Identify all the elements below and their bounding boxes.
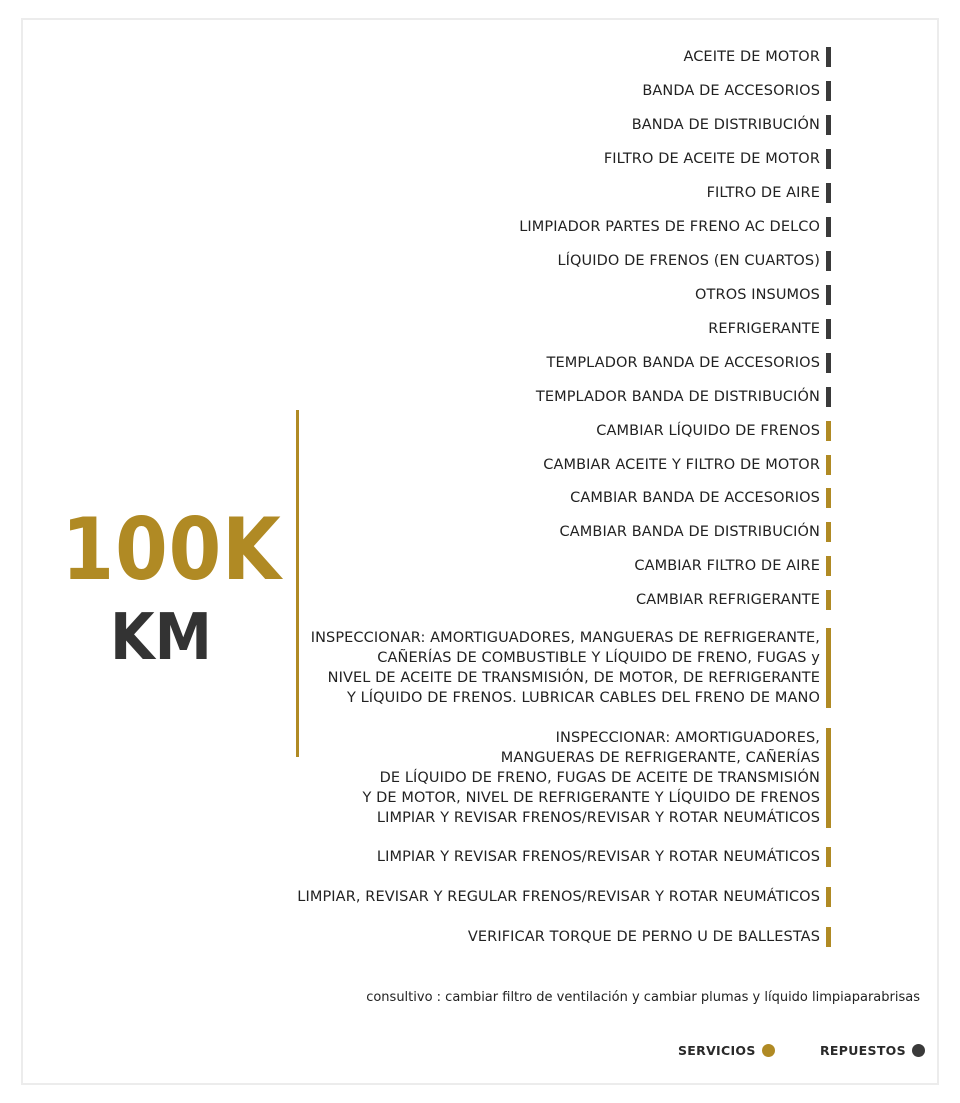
servicio-marker — [826, 556, 831, 576]
list-item — [708, 319, 831, 339]
repuesto-marker — [826, 251, 831, 271]
repuesto-marker — [826, 183, 831, 203]
repuesto-marker — [826, 149, 831, 169]
list-item — [570, 488, 831, 508]
list-item-text — [362, 728, 820, 828]
list-item-text — [695, 285, 820, 305]
vertical-divider — [296, 410, 299, 757]
servicio-marker — [826, 847, 831, 867]
list-item — [543, 455, 831, 475]
repuesto-marker — [826, 47, 831, 67]
list-item-line: DE LÍQUIDO DE FRENO, FUGAS DE ACEITE DE TRANSMISIÓN — [379, 770, 820, 786]
list-item-line: FILTRO DE AIRE — [706, 185, 820, 201]
list-item-line: LIMPIAR Y REVISAR FRENOS/REVISAR Y ROTAR NEUMÁTICOS — [376, 849, 820, 865]
mileage-heading — [48, 500, 282, 676]
list-item-line: CAMBIAR BANDA DE DISTRIBUCIÓN — [559, 524, 820, 540]
repuesto-marker — [826, 81, 831, 101]
servicio-marker — [826, 522, 831, 542]
list-item-text — [634, 556, 820, 576]
list-item-text — [311, 628, 820, 708]
servicio-marker — [826, 728, 831, 828]
list-item — [604, 149, 831, 169]
legend-servicios-label: SERVICIOS — [678, 1043, 756, 1058]
list-item — [311, 628, 831, 708]
list-item-line: VERIFICAR TORQUE DE PERNO U DE BALLESTAS — [467, 929, 820, 945]
list-item-line: CAMBIAR LÍQUIDO DE FRENOS — [596, 423, 820, 439]
repuesto-marker — [826, 217, 831, 237]
list-item — [560, 522, 831, 542]
list-item — [695, 285, 831, 305]
list-item-line: Y DE MOTOR, NIVEL DE REFRIGERANTE Y LÍQUIDO DE FRENOS — [362, 790, 820, 806]
legend-servicios — [678, 1043, 775, 1058]
repuestos-dot-icon — [912, 1044, 925, 1057]
list-item — [468, 927, 831, 947]
servicios-dot-icon — [762, 1044, 775, 1057]
servicio-marker — [826, 927, 831, 947]
list-item-text — [604, 149, 820, 169]
servicio-marker — [826, 488, 831, 508]
list-item-text — [519, 217, 820, 237]
list-item-line: TEMPLADOR BANDA DE DISTRIBUCIÓN — [535, 389, 820, 405]
list-item — [546, 353, 831, 373]
list-item-line: CAMBIAR ACEITE Y FILTRO DE MOTOR — [543, 457, 820, 473]
list-item-line: MANGUERAS DE REFRIGERANTE, CAÑERÍAS — [500, 750, 820, 766]
list-item-text — [543, 455, 820, 475]
list-item — [636, 590, 831, 610]
list-item — [596, 421, 831, 441]
list-item — [557, 251, 831, 271]
legend-repuestos — [820, 1043, 925, 1058]
servicio-marker — [826, 455, 831, 475]
list-item — [519, 217, 831, 237]
list-item-line: LÍQUIDO DE FRENOS (EN CUARTOS) — [557, 253, 820, 269]
list-item-line: INSPECCIONAR: AMORTIGUADORES, — [555, 730, 820, 746]
list-item-line: LIMPIAR, REVISAR Y REGULAR FRENOS/REVISAR Y ROTAR NEUMÁTICOS — [297, 889, 820, 905]
list-item-text — [557, 251, 820, 271]
list-item-text — [536, 387, 820, 407]
list-item-line: Y LÍQUIDO DE FRENOS. LUBRICAR CABLES DEL FRENO DE MANO — [346, 690, 820, 706]
list-item-text — [560, 522, 820, 542]
list-item-text — [570, 488, 820, 508]
list-item-line: CAÑERÍAS DE COMBUSTIBLE Y LÍQUIDO DE FRENO, FUGAS y — [377, 650, 820, 666]
list-item — [642, 81, 831, 101]
list-item-text — [632, 115, 820, 135]
list-item-line: NIVEL DE ACEITE DE TRANSMISIÓN, DE MOTOR, DE REFRIGERANTE — [327, 670, 820, 686]
list-item — [683, 47, 831, 67]
list-item-line: CAMBIAR REFRIGERANTE — [636, 592, 820, 608]
list-item-line: TEMPLADOR BANDA DE ACCESORIOS — [546, 355, 820, 371]
repuesto-marker — [826, 285, 831, 305]
list-item-line: CAMBIAR BANDA DE ACCESORIOS — [570, 490, 820, 506]
list-item-text — [708, 319, 820, 339]
repuesto-marker — [826, 115, 831, 135]
list-item-line: REFRIGERANTE — [708, 321, 820, 337]
mileage-value: 100K — [61, 500, 282, 600]
legend-repuestos-label: REPUESTOS — [820, 1043, 906, 1058]
list-item — [632, 115, 831, 135]
list-item — [707, 183, 831, 203]
list-item — [536, 387, 831, 407]
list-item-line: ACEITE DE MOTOR — [683, 49, 820, 65]
list-item-text — [377, 847, 820, 867]
list-item-line: LIMPIADOR PARTES DE FRENO AC DELCO — [519, 219, 820, 235]
list-item-text — [683, 47, 820, 67]
repuesto-marker — [826, 387, 831, 407]
list-item-text — [642, 81, 820, 101]
list-item — [297, 887, 831, 907]
repuesto-marker — [826, 319, 831, 339]
list-item-text — [297, 887, 820, 907]
list-item-line: OTROS INSUMOS — [695, 287, 820, 303]
servicio-marker — [826, 421, 831, 441]
list-item-text — [636, 590, 820, 610]
repuesto-marker — [826, 353, 831, 373]
list-item — [377, 847, 831, 867]
mileage-unit: KM — [110, 601, 212, 675]
list-item-line: LIMPIAR Y REVISAR FRENOS/REVISAR Y ROTAR NEUMÁTICOS — [376, 810, 820, 826]
servicio-marker — [826, 887, 831, 907]
list-item-text — [468, 927, 820, 947]
list-item-text — [546, 353, 820, 373]
servicio-marker — [826, 590, 831, 610]
list-item-line: INSPECCIONAR: AMORTIGUADORES, MANGUERAS DE REFRIGERANTE, — [310, 630, 820, 646]
advisory-note: consultivo : cambiar filtro de ventilación y cambiar plumas y líquido limpiaparabrisas — [366, 990, 920, 1005]
list-item-text — [596, 421, 820, 441]
list-item — [362, 728, 831, 828]
list-item-line: BANDA DE DISTRIBUCIÓN — [631, 117, 820, 133]
list-item-line: CAMBIAR FILTRO DE AIRE — [634, 558, 820, 574]
list-item-text — [707, 183, 820, 203]
list-item-line: BANDA DE ACCESORIOS — [642, 83, 820, 99]
list-item-line: FILTRO DE ACEITE DE MOTOR — [603, 151, 820, 167]
servicio-marker — [826, 628, 831, 708]
list-item — [634, 556, 831, 576]
